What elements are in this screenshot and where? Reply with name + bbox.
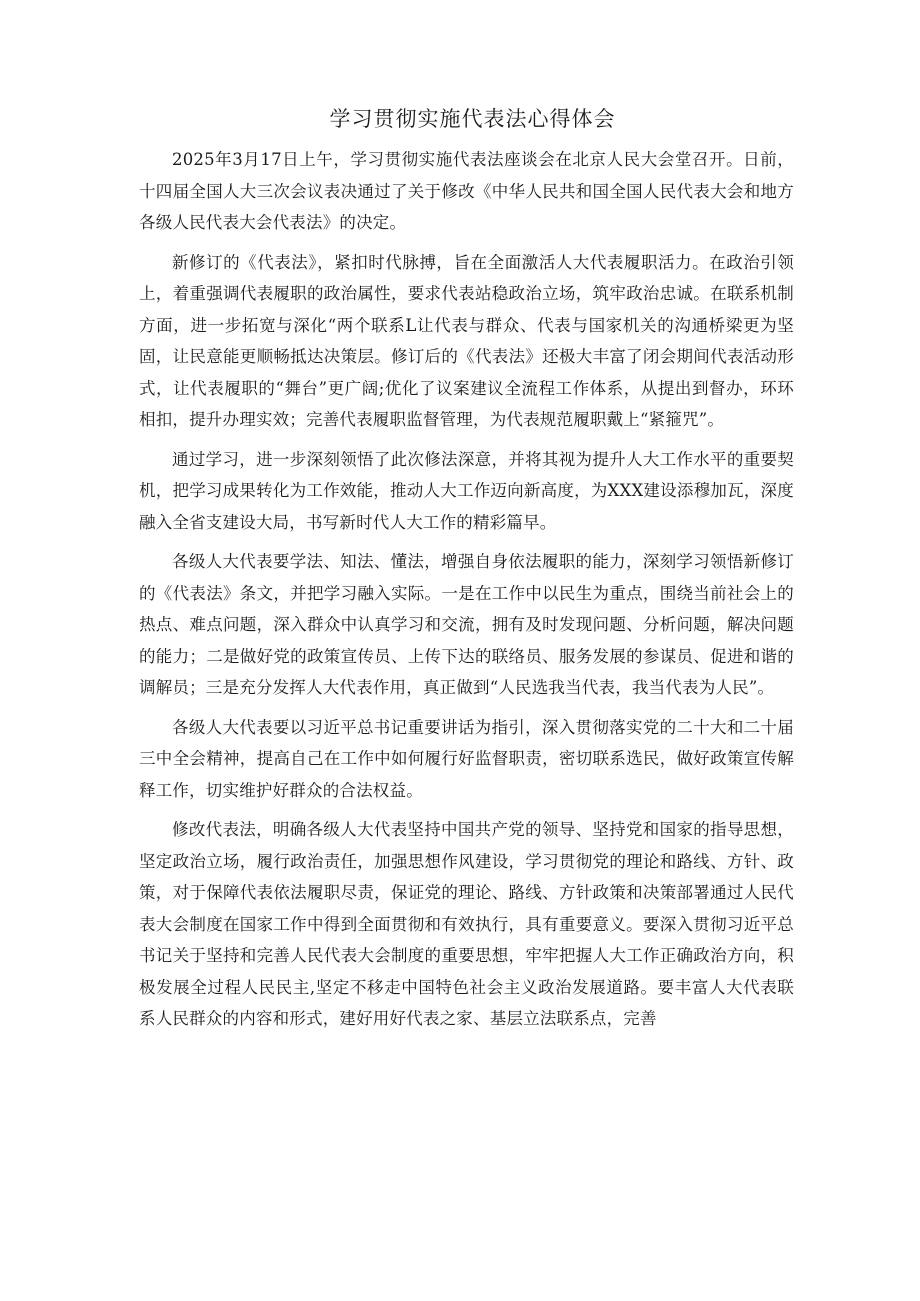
document-title: 学习贯彻实施代表法心得体会 (329, 107, 616, 131)
paragraph-3: 通过学习，进一步深刻领悟了此次修法深意，并将其视为提升人大工作水平的重要契机，把学习成果转化为工作效能，推动人大工作迈向新高度，为XXX建设添穆加瓦，深度融入全省支建设大局，书写新时代人大工作的精彩篇早。 (139, 449, 794, 532)
paragraph-1: 2025年3月17日上午，学习贯彻实施代表法座谈会在北京人民大会堂召开。日前，十四届全国人大三次会议表决通过了关于修改《中华人民共和国全国人民代表大会和地方各级人民代表大会代表法》的决定。 (139, 150, 794, 232)
paragraph-5: 各级人大代表要以习近平总书记重要讲话为指引，深入贯彻落实党的二十大和二十届三中全会精神，提高自己在工作中如何履行好监督职责，密切联系选民，做好政策宣传解释工作，切实维护好群众的合法权益。 (139, 717, 794, 800)
paragraph-4: 各级人大代表要学法、知法、懂法，增强自身依法履职的能力，深刻学习领悟新修订的《代表法》条文，并把学习融入实际。一是在工作中以民生为重点，围绕当前社会上的热点、难点问题，深入群众中认真学习和交流，拥有及时发现问题、分析问题，解决问题的能力；二是做好党的政策宣传员、上传下达的联络员、服务发展的参谋员、促进和谐的调解员；三是充分发挥人大代表作用，真正做到“人民选我当代表，我当代表为人民”。 (139, 552, 794, 697)
paragraph-6: 修改代表法，明确各级人大代表坚持中国共产党的领导、坚持党和国家的指导思想，坚定政治立场，履行政治责任，加强思想作风建设，学习贯彻党的理论和路线、方针、政策，对于保障代表依法履职尽责，保证党的理论、路线、方针政策和决策部署通过人民代表大会制度在国家工作中得到全面贯彻和有效执行，具有重要意义。要深入贯彻习近平总书记关于坚持和完善人民代表大会制度的重要思想，牢牢把握人大工作正确政治方向，积极发展全过程人民民主,坚定不移走中国特色社会主义政治发展道路。要丰富人大代表联系人民群众的内容和形式，建好用好代表之家、基层立法联系点，完善 (139, 820, 794, 1028)
paragraph-2: 新修订的《代表法》，紧扣时代脉搏，旨在全面激活人大代表履职活力。在政治引领上，着重强调代表履职的政治属性，要求代表站稳政治立场，筑牢政治忠诚。在联系机制方面，进一步拓宽与深化“两个联系L让代表与群众、代表与国家机关的沟通桥梁更为坚固，让民意能更顺畅抵达决策层。修订后的《代表法》还极大丰富了闭会期间代表活动形式，让代表履职的“舞台”更广阔;优化了议案建议全流程工作体系，从提出到督办，环环相扣，提升办理实效；完善代表履职监督管理，为代表规范履职戴上“紧箍咒”。 (139, 252, 794, 429)
